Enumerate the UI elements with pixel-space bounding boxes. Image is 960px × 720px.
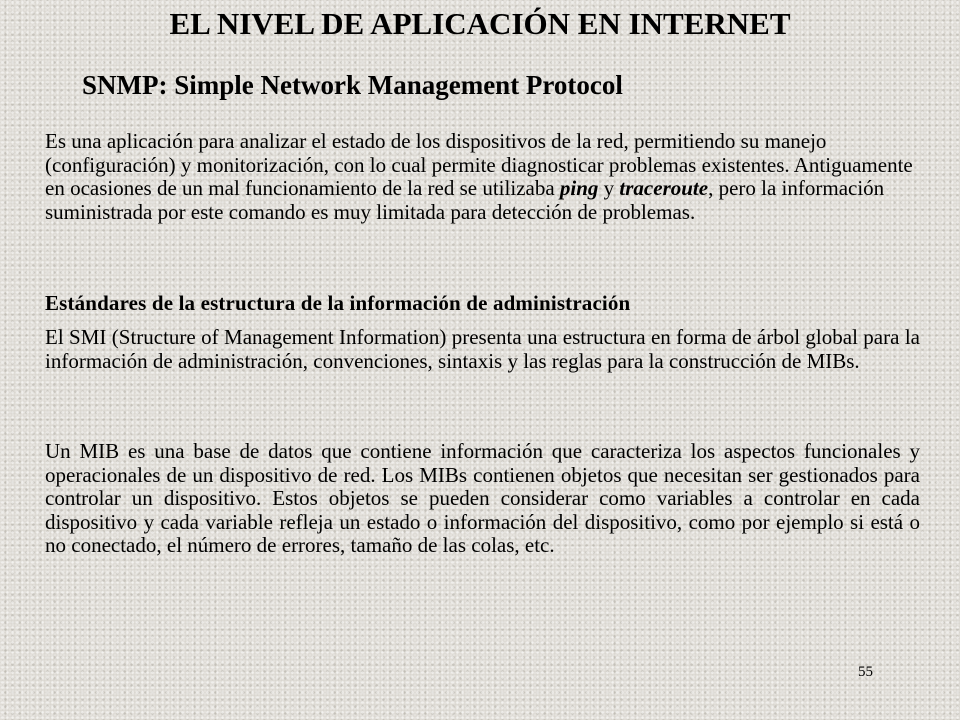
intro-paragraph bbox=[45, 130, 920, 224]
slide-title: EL NIVEL DE APLICACIÓN EN INTERNET bbox=[169, 6, 791, 41]
section-heading: Estándares de la estructura de la información de administración bbox=[45, 291, 631, 315]
intro-text-part3: , pero la información suministrada por este comando es muy limitada para detección de problemas. bbox=[45, 176, 885, 224]
slide-subtitle: SNMP: Simple Network Management Protocol bbox=[82, 70, 623, 100]
intro-text-part2: y bbox=[598, 176, 620, 200]
intro-text-part1: Es una aplicación para analizar el estado de los dispositivos de la red, permitiendo su manejo (configuración) y monitorización, con lo cual permite diagnosticar problemas existentes. Antiguamente en ocasiones de un mal funcionamiento de la red se utilizaba bbox=[45, 129, 913, 200]
smi-paragraph: El SMI (Structure of Management Information) presenta una estructura en forma de árbol global para la información de administración, convenciones, sintaxis y las reglas para la construcción de MIBs. bbox=[45, 325, 920, 373]
mib-paragraph: Un MIB es una base de datos que contiene información que caracteriza los aspectos funcionales y operacionales de un dispositivo de red. Los MIBs contienen objetos que necesitan ser gestionados para controlar un dispositivo. Estos objetos se pueden considerar como variables a controlar en cada dispositivo y cada variable refleja un estado o información del dispositivo, como por ejemplo si está o no conectado, el número de errores, tamaño de las colas, etc. bbox=[45, 439, 920, 557]
page-number: 55 bbox=[858, 664, 873, 680]
traceroute-command: traceroute bbox=[619, 176, 709, 200]
ping-command: ping bbox=[559, 176, 599, 200]
